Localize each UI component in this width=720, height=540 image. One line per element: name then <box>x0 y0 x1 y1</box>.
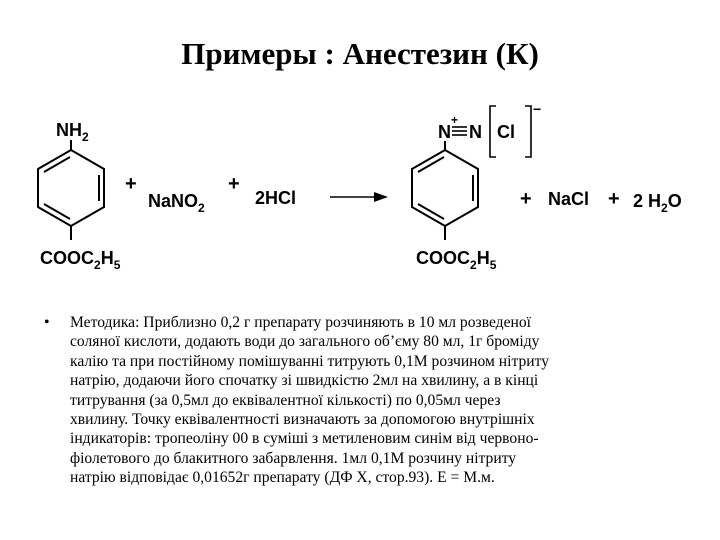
method-line: фіолетового до блакитного забарвлення. 1мл 0,1М розчину нітриту <box>70 449 517 467</box>
slide-title: Примеры : Анестезин (К) <box>181 36 539 71</box>
method-line: калію та при постійному помішуванні титрують 0,1М розчином нітриту <box>70 352 550 370</box>
reactant-amino-group: $NH_2$ <box>56 120 89 144</box>
sodium-nitrite: NaNO$_2$ <box>148 191 205 215</box>
diazonium-charge: + <box>451 113 459 127</box>
method-line: титрування (за 0,5мл до еквівалентної кількості) по 0,05мл через <box>70 391 501 409</box>
water: 2 $H_2O$ <box>633 191 682 215</box>
method-bullet: • <box>44 314 50 331</box>
reactant-ester-group: $COOC_2H_5$ <box>40 248 121 272</box>
method-text <box>70 313 670 488</box>
method-line: індикаторів: тропеоліну 00 в суміші з метиленовим синім від червоно- <box>70 430 539 448</box>
product-ester-group: $COOC_2H_5$ <box>416 248 497 272</box>
reaction-arrow <box>330 192 388 202</box>
triple-bond <box>452 127 467 135</box>
method-line: хвилину. Точку еквівалентності визначають за допомогою внутрішніх <box>70 411 535 429</box>
method-line: Методика: Приблизно 0,2 г препарату розчиняють в 10 мл розведеної <box>70 314 532 331</box>
hydrochloric-acid: 2HCl <box>255 188 297 208</box>
plus-sign: + <box>125 173 137 195</box>
product-benzene-ring <box>412 141 478 240</box>
method-line: натрію, додаючи його спочатку зі швидкістю 2мл на хвилину, а в кінці <box>70 372 539 390</box>
chloride-charge: − <box>533 101 542 117</box>
sodium-chloride: NaCl <box>548 189 590 209</box>
chloride-anion: Cl <box>497 122 515 142</box>
reactant-benzene-ring <box>38 140 104 240</box>
plus-sign: + <box>520 188 532 210</box>
plus-sign: + <box>608 188 620 210</box>
method-line: соляної кислоти, додають води до загального об’єму 80 мл, 1г броміду <box>70 333 540 351</box>
diazonium-nitrogen-1: N <box>438 122 451 142</box>
method-line: натрію відповідає 0,01652г препарату (ДФ X, стор.93). Е = М.м. <box>70 469 495 487</box>
diazonium-nitrogen-2: N <box>469 122 482 142</box>
plus-sign: + <box>228 173 240 195</box>
